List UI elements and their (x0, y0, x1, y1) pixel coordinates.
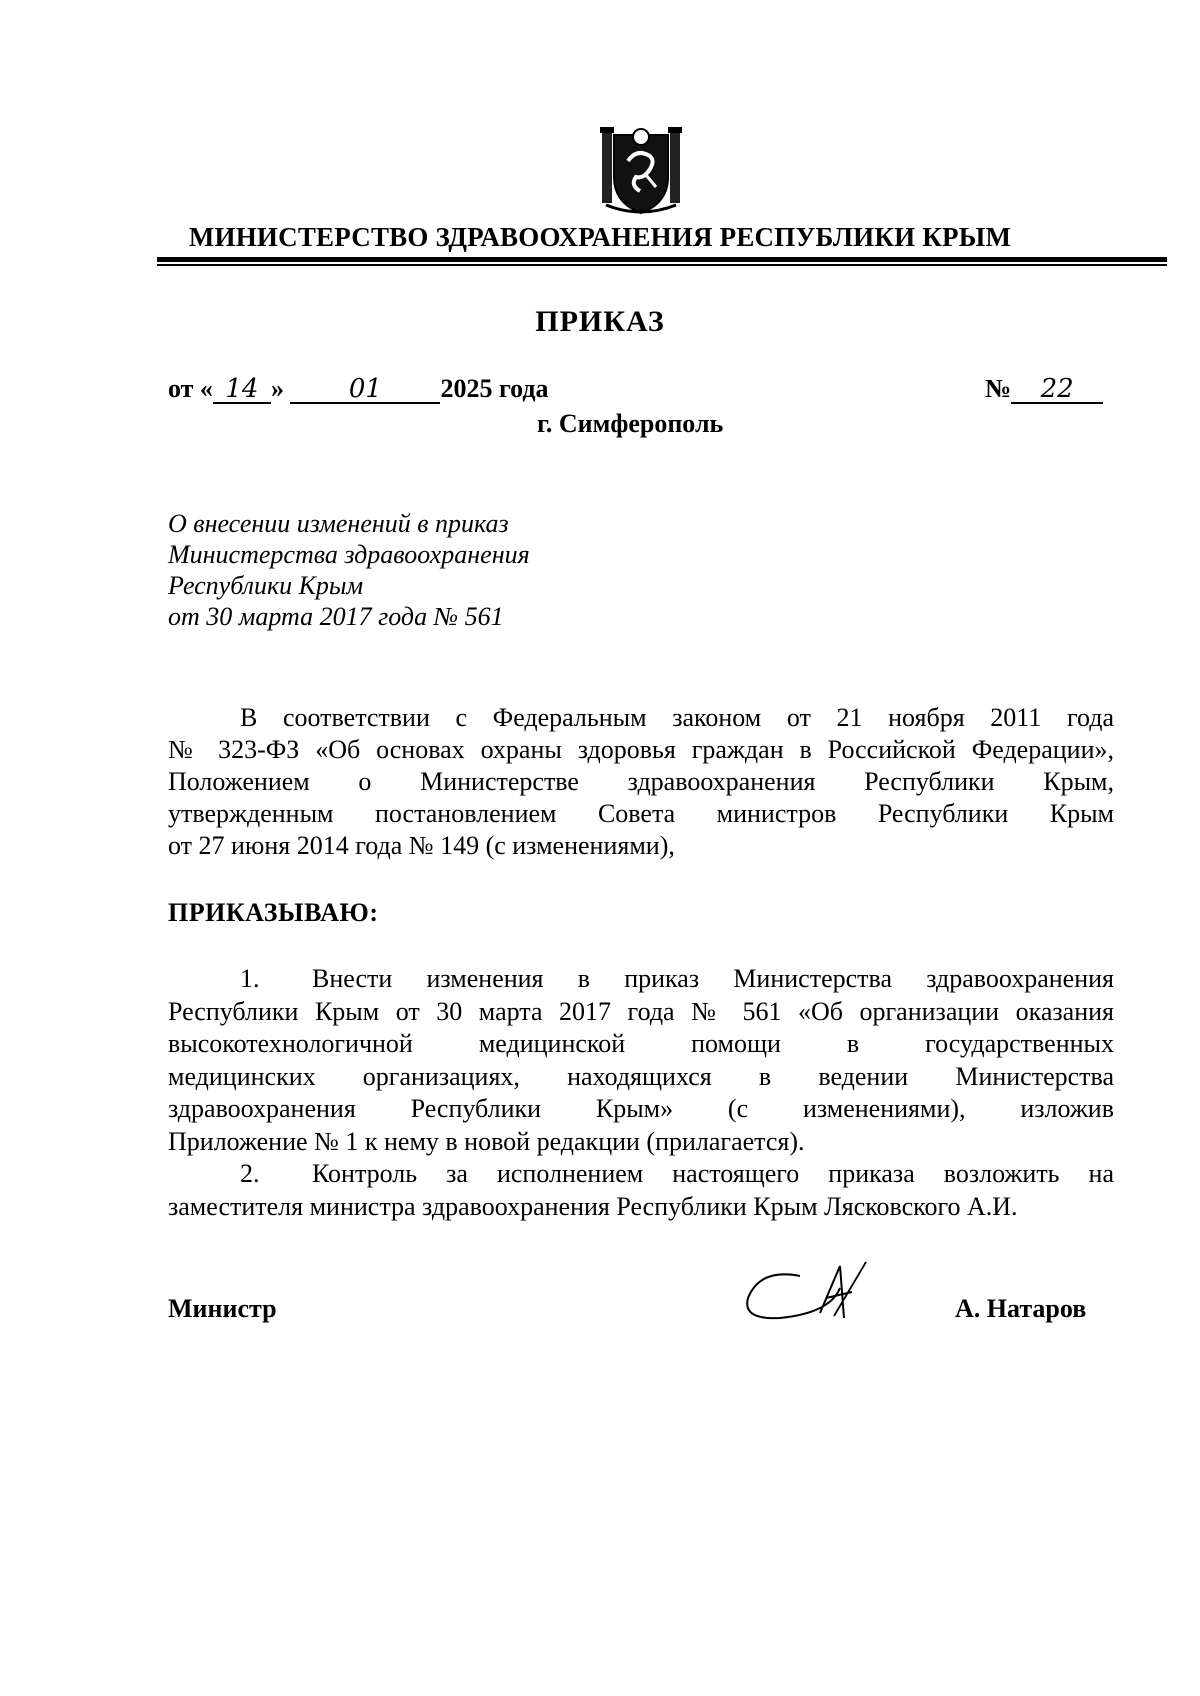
document-title: ПРИКАЗ (535, 305, 665, 338)
order-number (985, 374, 1103, 404)
subject-line: О внесении изменений в приказ (168, 509, 509, 538)
subject-line: Республики Крым (168, 571, 364, 600)
clause-line: Приложение № 1 к нему в новой редакции (прилагается). (168, 1126, 805, 1156)
date-prefix: от « (168, 374, 213, 403)
order-subject (168, 508, 530, 632)
signer-name: А. Натаров (955, 1294, 1087, 1323)
clause-line: Контроль за исполнением настоящего приказа возложить на (312, 1159, 1114, 1188)
clause-line: высокотехнологичной медицинской помощи в государственных (168, 1029, 1114, 1058)
order-directive: ПРИКАЗЫВАЮ: (168, 898, 379, 927)
header-rule-thin (157, 264, 1167, 266)
preamble (168, 702, 1114, 862)
date-year: 2025 года (440, 374, 549, 403)
city: г. Симферополь (537, 409, 724, 438)
preamble-line: В соответствии с Федеральным законом от 21 ноября 2011 года (240, 703, 1114, 732)
date-month: 01 (290, 376, 440, 404)
header-rule-thick (157, 257, 1167, 262)
subject-line: от 30 марта 2017 года № 561 (168, 602, 504, 631)
handwritten-signature (740, 1258, 875, 1333)
clause-2-first-line (168, 1158, 1114, 1191)
clause-number: 2. (240, 1159, 260, 1188)
clause-line: медицинских организациях, находящихся в ведении Министерства (168, 1061, 1114, 1091)
date-day: 14 (213, 376, 271, 404)
preamble-line: Положением о Министерстве здравоохранения Республики Крым, (168, 767, 1114, 796)
coat-of-arms-emblem (600, 125, 682, 215)
order-clauses (168, 963, 1114, 1223)
subject-line: Министерства здравоохранения (168, 540, 530, 569)
preamble-line: утвержденным постановлением Совета министров Республики Крым (168, 799, 1114, 828)
ministry-name: МИНИСТЕРСТВО ЗДРАВООХРАНЕНИЯ РЕСПУБЛИКИ КРЫМ (188, 222, 1012, 252)
date-mid: » (270, 374, 284, 403)
order-date (168, 374, 549, 404)
clause-line: заместителя министра здравоохранения Республики Крым Лясковского А.И. (168, 1191, 1018, 1221)
preamble-line: от 27 июня 2014 года № 149 (с изменениями), (168, 831, 675, 860)
clause-line: Республики Крым от 30 марта 2017 года № 561 «Об организации оказания (168, 996, 1114, 1026)
clause-number: 1. (240, 964, 260, 993)
clause-1-first-line (168, 963, 1114, 996)
clause-line: здравоохранения Республики Крым» (с изменениями), изложив (168, 1094, 1114, 1123)
clause-line: Внести изменения в приказ Министерства здравоохранения (312, 964, 1114, 993)
preamble-line: № 323-ФЗ «Об основах охраны здоровья граждан в Российской Федерации», (168, 735, 1114, 764)
number-value: 22 (1011, 376, 1103, 404)
signer-title: Министр (168, 1294, 277, 1323)
number-label: № (985, 374, 1012, 403)
